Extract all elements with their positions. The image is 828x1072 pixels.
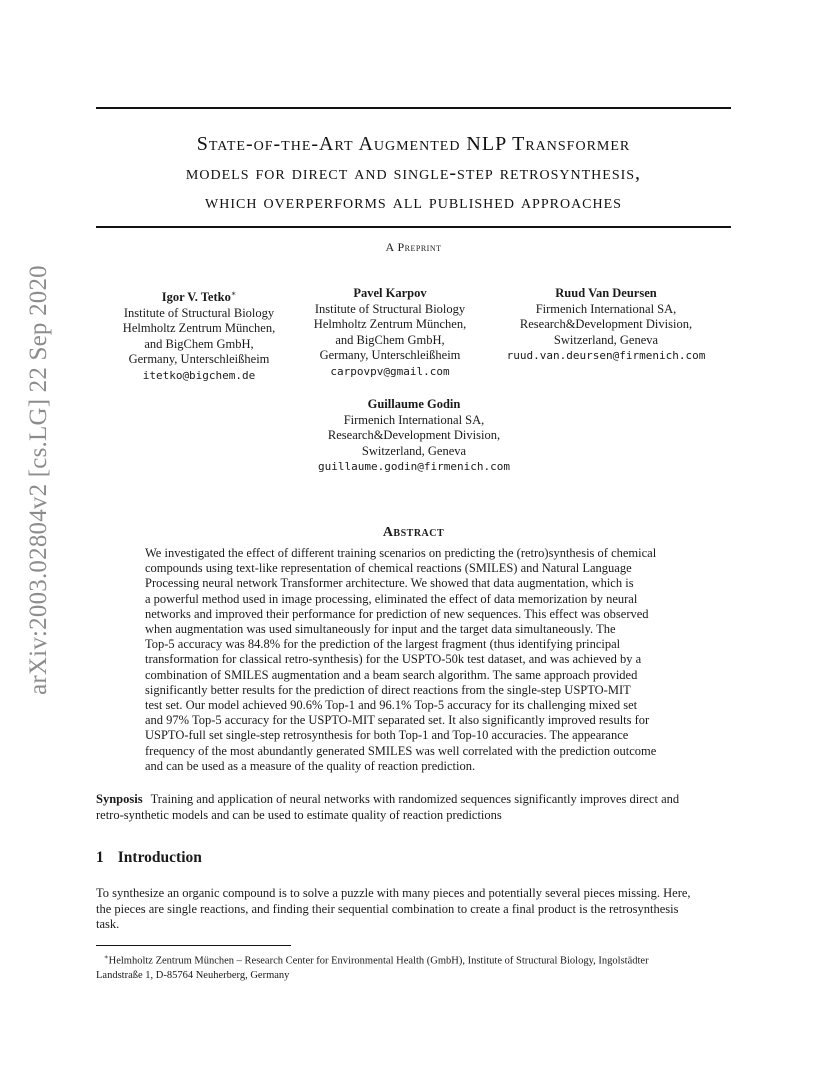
author-affiliation-line: Helmholtz Zentrum München, bbox=[122, 321, 276, 336]
abstract-line: We investigated the effect of different training scenarios on predicting the (retro)synthesis of chemical bbox=[145, 546, 657, 560]
author-email[interactable]: carpovpv@gmail.com bbox=[330, 364, 450, 378]
author-affiliation-line: Germany, Unterschleißheim bbox=[319, 348, 461, 362]
author-affiliation-line: Germany, Unterschleißheim bbox=[128, 352, 270, 367]
footnote-line: Landstraße 1, D-85764 Neuherberg, Germany bbox=[96, 969, 290, 981]
author-affiliation-line: Research&Development Division, bbox=[327, 428, 501, 442]
section-title: Introduction bbox=[117, 849, 202, 866]
author-affiliation-line: Firmenich International SA, bbox=[535, 301, 677, 316]
section-heading bbox=[96, 849, 202, 867]
author-affiliation-line: and BigChem GmbH, bbox=[144, 336, 254, 351]
author-affiliation-line: Helmholtz Zentrum München, bbox=[313, 317, 467, 331]
author-affiliation-line: and BigChem GmbH, bbox=[335, 332, 445, 347]
author-affiliation-line: Switzerland, Geneva bbox=[361, 443, 467, 458]
author-affiliation-line: Institute of Structural Biology bbox=[314, 301, 466, 316]
abstract-line: Processing neural network Transformer architecture. We showed that data augmentation, which is bbox=[145, 576, 634, 591]
author-affiliation-line: Firmenich International SA, bbox=[343, 412, 485, 427]
footnote-line bbox=[96, 950, 736, 969]
author-email[interactable]: itetko@bigchem.de bbox=[142, 368, 256, 382]
footnote-text: Helmholtz Zentrum München – Research Center for Environmental Health (GmbH), Institute of Structural Biology, Ingolstädter bbox=[108, 955, 649, 967]
abstract-line: and 97% Top-5 accuracy for the USPTO-MIT separated set. It also significantly improved results for bbox=[145, 713, 650, 728]
abstract-line: significantly better results for the prediction of direct reactions from the single-step USPTO-MIT bbox=[145, 682, 631, 697]
synopsis-text: Training and application of neural networks with randomized sequences significantly improves direct and bbox=[150, 792, 680, 806]
synopsis-line bbox=[96, 792, 736, 808]
intro-line: task. bbox=[96, 917, 120, 931]
author-block bbox=[314, 286, 466, 379]
abstract-line: Top-5 accuracy was 84.8% for the prediction of the largest fragment (thus identifying principal bbox=[145, 637, 621, 652]
title-line: which overperforms all published approaches bbox=[205, 191, 622, 213]
author-email[interactable]: ruud.van.deursen@firmenich.com bbox=[506, 349, 706, 362]
preprint-label: A Preprint bbox=[385, 240, 442, 254]
author-block bbox=[318, 397, 510, 475]
intro-line: the pieces are single reactions, and finding their sequential combination to create a final product is the retrosynthesis bbox=[96, 901, 679, 916]
author-name: Igor V. Tetko∗ bbox=[161, 289, 237, 305]
abstract-line: compounds using text-like representation of chemical reactions (SMILES) and Natural Language bbox=[145, 561, 632, 576]
abstract-heading: Abstract bbox=[382, 525, 445, 540]
section-number: 1 bbox=[96, 849, 104, 866]
author-email[interactable]: guillaume.godin@firmenich.com bbox=[317, 460, 511, 473]
synopsis-line: retro-synthetic models and can be used to estimate quality of reaction predictions bbox=[96, 807, 502, 822]
footnote-marker: ∗ bbox=[230, 289, 237, 298]
author-affiliation-line: Switzerland, Geneva bbox=[553, 332, 659, 347]
author-name: Guillaume Godin bbox=[367, 397, 461, 411]
footnote bbox=[96, 950, 736, 983]
intro-line: To synthesize an organic compound is to solve a puzzle with many pieces and potentially several pieces missing. Here, bbox=[96, 886, 691, 900]
title-line: models for direct and single-step retrosynthesis, bbox=[185, 162, 642, 184]
author-affiliation-line: Research&Development Division, bbox=[519, 317, 693, 331]
paper-title bbox=[96, 130, 731, 217]
synopsis-paragraph bbox=[96, 792, 736, 823]
abstract-line: when augmentation was used simultaneously for input and the target data simultaneously. The bbox=[145, 622, 616, 637]
author-block bbox=[507, 286, 706, 364]
title-top-rule bbox=[96, 107, 731, 109]
title-bottom-rule bbox=[96, 226, 731, 228]
author-affiliation-line: Institute of Structural Biology bbox=[123, 305, 275, 320]
author-name: Pavel Karpov bbox=[353, 286, 427, 300]
footnote-marker: ∗ bbox=[103, 953, 109, 961]
arxiv-identifier: arXiv:2003.02804v2 [cs.LG] 22 Sep 2020 bbox=[25, 265, 52, 695]
abstract-line: frequency of the most abundantly generated SMILES was well correlated with the prediction outcome bbox=[145, 743, 657, 758]
author-block bbox=[123, 286, 275, 383]
abstract-line: test set. Our model achieved 90.6% Top-1 and 96.1% Top-5 accuracy for its challenging mixed set bbox=[145, 698, 638, 713]
abstract-line: transformation for classical retro-synthesis) for the USPTO-50k test dataset, and was achieved by a bbox=[145, 652, 642, 667]
footnote-rule bbox=[96, 945, 291, 946]
author-name: Ruud Van Deursen bbox=[555, 286, 657, 300]
abstract-line: combination of SMILES augmentation and a beam search algorithm. The same approach provided bbox=[145, 667, 638, 682]
introduction-paragraph bbox=[96, 886, 736, 933]
abstract-line: networks and improved their performance for prediction of new sequences. This effect was observed bbox=[145, 606, 649, 621]
abstract-line: USPTO-full set single-step retrosynthesis for both Top-1 and Top-10 accuracies. The appearance bbox=[145, 728, 629, 743]
abstract-line: a powerful method used in image processing, eliminated the effect of data memorization by neural bbox=[145, 591, 638, 606]
abstract-line: and can be used as a measure of the quality of reaction prediction. bbox=[145, 758, 476, 773]
synopsis-label: Synposis bbox=[96, 792, 143, 806]
abstract-body bbox=[145, 546, 685, 774]
title-line: State-of-the-Art Augmented NLP Transformer bbox=[196, 133, 631, 155]
